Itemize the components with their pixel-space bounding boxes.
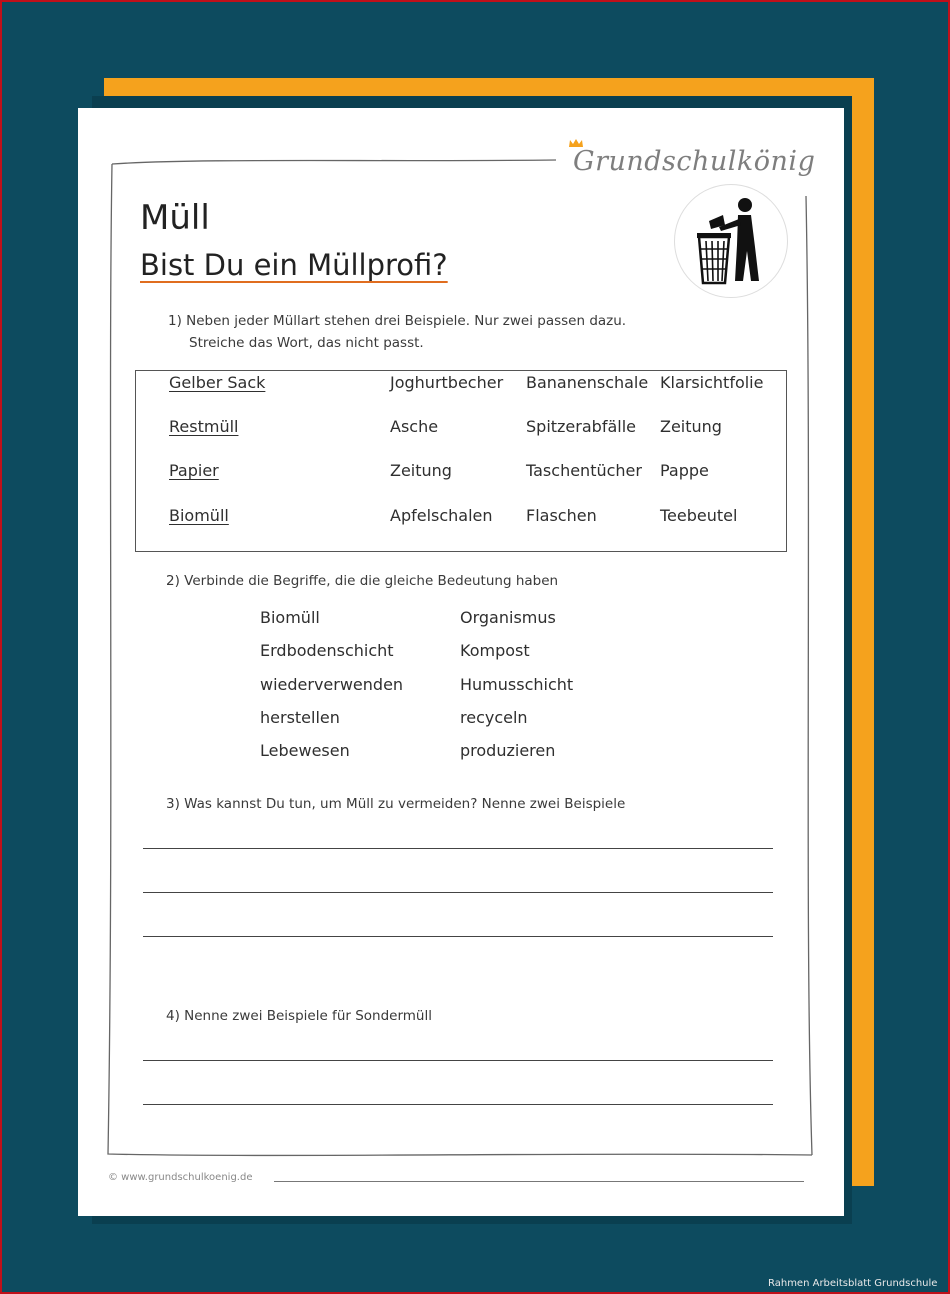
brand-logo: Grundschulkönig xyxy=(573,146,816,177)
category-label: Papier xyxy=(169,461,219,480)
answer-line[interactable] xyxy=(143,1104,773,1105)
copyright-footer: © www.grundschulkoenig.de xyxy=(108,1172,253,1183)
category-label: Biomüll xyxy=(169,506,229,525)
q4-instruction: 4) Nenne zwei Beispiele für Sondermüll xyxy=(166,1008,432,1024)
term-right: produzieren xyxy=(460,741,556,760)
term-right: Kompost xyxy=(460,641,530,660)
example-word: Spitzerabfälle xyxy=(526,417,636,436)
example-word: Bananenschale xyxy=(526,373,649,392)
example-word: Zeitung xyxy=(660,417,722,436)
term-right: Humusschicht xyxy=(460,675,574,694)
term-left: herstellen xyxy=(260,708,340,727)
category-label: Gelber Sack xyxy=(169,373,266,392)
q3-instruction: 3) Was kannst Du tun, um Müll zu vermeiden? Nenne zwei Beispiele xyxy=(166,796,626,812)
q2-instruction: 2) Verbinde die Begriffe, die die gleiche Bedeutung haben xyxy=(166,573,559,589)
page-subtitle: Bist Du ein Müllprofi? xyxy=(140,248,448,282)
term-left: Erdbodenschicht xyxy=(260,641,394,660)
category-label: Restmüll xyxy=(169,417,239,436)
example-word: Taschentücher xyxy=(526,461,642,480)
example-word: Pappe xyxy=(660,461,709,480)
answer-line[interactable] xyxy=(143,936,773,937)
example-word: Joghurtbecher xyxy=(390,373,504,392)
term-left: Lebewesen xyxy=(260,741,350,760)
example-word: Teebeutel xyxy=(660,506,738,525)
image-caption: Rahmen Arbeitsblatt Grundschule xyxy=(768,1278,938,1289)
answer-line[interactable] xyxy=(143,892,773,893)
example-word: Klarsichtfolie xyxy=(660,373,764,392)
q1-instruction-line1: 1) Neben jeder Müllart stehen drei Beispiele. Nur zwei passen dazu. xyxy=(168,313,627,329)
term-left: Biomüll xyxy=(260,608,320,627)
example-word: Flaschen xyxy=(526,506,597,525)
term-right: recyceln xyxy=(460,708,528,727)
term-right: Organismus xyxy=(460,608,556,627)
footer-divider xyxy=(274,1181,804,1182)
q1-instruction-line2: Streiche das Wort, das nicht passt. xyxy=(189,335,424,351)
term-left: wiederverwenden xyxy=(260,675,404,694)
answer-line[interactable] xyxy=(143,1060,773,1061)
example-word: Apfelschalen xyxy=(390,506,493,525)
trash-bin-person-icon xyxy=(675,185,787,297)
example-word: Zeitung xyxy=(390,461,452,480)
worksheet-paper xyxy=(78,108,844,1216)
page-title: Müll xyxy=(140,198,210,238)
example-word: Asche xyxy=(390,417,439,436)
answer-line[interactable] xyxy=(143,848,773,849)
trash-icon-badge xyxy=(674,184,788,298)
